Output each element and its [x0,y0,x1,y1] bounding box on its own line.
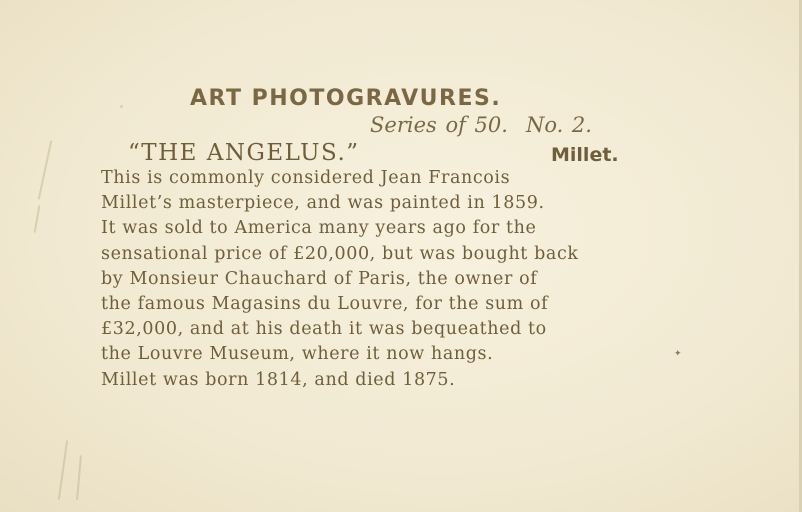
description-line: It was sold to America many years ago for the [101,218,537,239]
artwork-title: “THE ANGELUS.” [128,140,360,166]
paper-scuff [120,105,123,108]
description-line: Millet was born 1814, and died 1875. [101,369,456,390]
description-line: This is commonly considered Jean Francois [101,168,511,188]
paper-scuff [38,140,52,199]
description-line: the famous Magasins du Louvre, for the sum of [101,294,549,315]
card-number: No. 2. [525,113,592,137]
paper-scuff [76,455,82,500]
series-info [370,113,592,137]
card-heading: ART PHOTOGRAVURES. [190,86,502,111]
description-line: sensational price of £20,000, but was bought back [101,243,579,264]
description [101,166,671,393]
paper-scuff [58,440,68,500]
series-label: Series of 50. [370,113,508,137]
ink-blot-icon: ✦ [674,349,682,359]
description-line: the Louvre Museum, where it now hangs. [101,344,494,365]
description-line: £32,000, and at his death it was bequeathed to [101,319,547,340]
description-line: by Monsieur Chauchard of Paris, the owner of [101,268,538,289]
description-line: Millet’s masterpiece, and was painted in 1859. [101,193,545,214]
paper-scuff [34,205,41,233]
artist-name: Millet. [551,144,619,166]
